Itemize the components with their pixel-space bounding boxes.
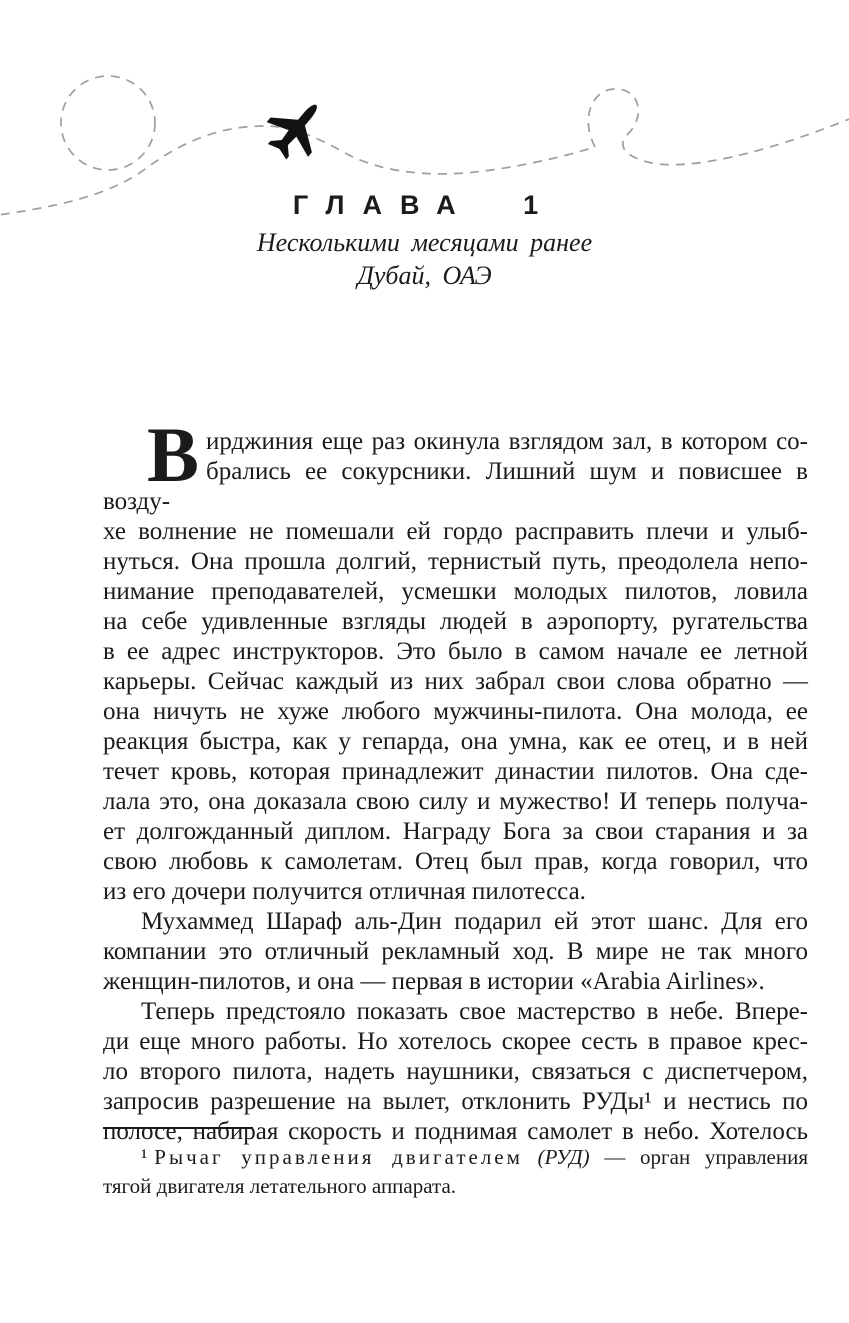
text-line: ет долгожданный диплом. Награду Бога за свои старания и за bbox=[103, 818, 808, 845]
text-line: компании это отличный рекламный ход. В мире не так много bbox=[103, 938, 808, 965]
footnote-marker: ¹ bbox=[141, 1145, 148, 1169]
text-line: ди еще много работы. Но хотелось скорее сесть в правое крес- bbox=[103, 1028, 808, 1055]
subtitle-line-place: Дубай, ОАЭ bbox=[357, 261, 492, 290]
footnote-rule bbox=[103, 1127, 253, 1129]
text-line: женщин-пилотов, и она — первая в истории «Arabia Airlines». bbox=[103, 968, 765, 995]
text-line: нимание преподавателей, усмешки молодых пилотов, ловила bbox=[103, 578, 808, 605]
body-text bbox=[103, 411, 808, 1147]
flight-loop-left bbox=[61, 76, 155, 170]
footnote-line bbox=[103, 1143, 808, 1172]
text-line: на себе удивленные взгляды людей в аэропорту, ругательства bbox=[103, 608, 808, 635]
text-line: запросив разрешение на вылет, отклонить РУДы¹ и нестись по bbox=[103, 1088, 808, 1115]
footnote-line: тягой двигателя летательного аппарата. bbox=[103, 1174, 457, 1198]
paragraph bbox=[103, 997, 808, 1147]
text-line: лала это, она доказала свою силу и мужество! И теперь получа- bbox=[103, 788, 808, 815]
text-line: нуться. Она прошла долгий, тернистый путь, преодолела непо- bbox=[103, 548, 808, 575]
footnote bbox=[103, 1127, 808, 1201]
text-line: ирджиния еще раз окинула взглядом зал, в котором со- bbox=[206, 428, 808, 455]
chapter-title: ГЛАВА 1 bbox=[292, 190, 557, 220]
text-line: полосе, набирая скорость и поднимая самолет в небо. Хотелось bbox=[103, 1118, 808, 1145]
subtitle-line-date: Несколькими месяцами ранее bbox=[256, 228, 593, 257]
paragraph bbox=[103, 907, 808, 997]
text-line: карьеры. Сейчас каждый из них забрал свои слова обратно — bbox=[103, 668, 808, 695]
text-line: течет кровь, которая принадлежит династии пилотов. Она сде- bbox=[103, 758, 808, 785]
text-line: брались ее сокурсники. Лишний шум и повисшее в возду- bbox=[103, 458, 808, 515]
text-line: она ничуть не хуже любого мужчины-пилота. Она молода, ее bbox=[103, 698, 808, 725]
text-line: свою любовь к самолетам. Отец был прав, когда говорил, что bbox=[103, 848, 808, 875]
paragraph bbox=[103, 411, 808, 907]
drop-cap: В bbox=[147, 411, 200, 498]
footnote-definition: — орган управления bbox=[604, 1145, 809, 1169]
text-line: ло второго пилота, надеть наушники, связаться с диспетчером, bbox=[103, 1058, 808, 1085]
airplane-icon bbox=[256, 88, 337, 169]
text-line: в ее адрес инструкторов. Это было в самом начале ее летной bbox=[103, 638, 808, 665]
footnote-term: Рычаг управления двигателем bbox=[154, 1145, 523, 1169]
text-line: реакция быстра, как у гепарда, она умна, как ее отец, и в ней bbox=[103, 728, 808, 755]
text-line: Теперь предстояло показать свое мастерство в небе. Впере- bbox=[141, 998, 808, 1025]
text-line: Мухаммед Шараф аль-Дин подарил ей этот шанс. Для его bbox=[141, 908, 808, 935]
footnote-abbreviation: (РУД) bbox=[537, 1145, 590, 1169]
text-line: из его дочери получится отличная пилотесса. bbox=[103, 878, 586, 905]
chapter-subtitle bbox=[0, 226, 849, 292]
text-line: хе волнение не помешали ей гордо расправить плечи и улыб- bbox=[103, 518, 808, 545]
